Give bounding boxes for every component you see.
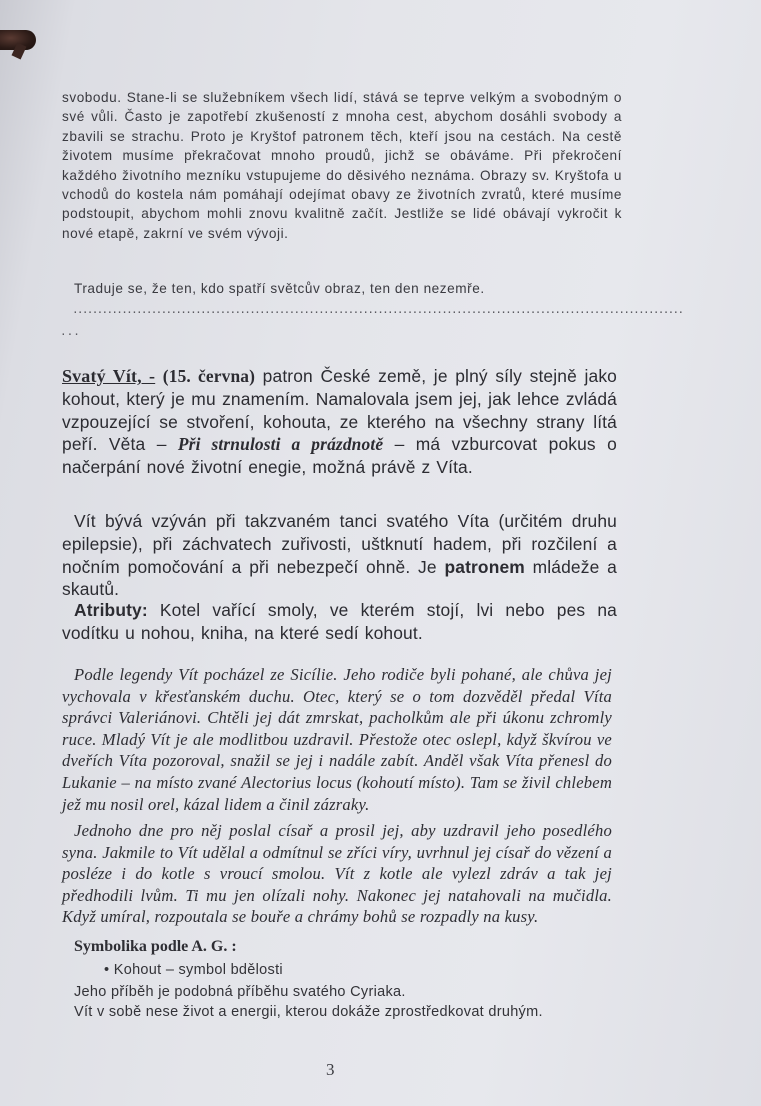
legend-paragraph-1: Podle legendy Vít pocházel ze Sicílie. Jeho rodiče byli pohané, ale chůva jej vychovala v křesťanském duchu. Otec, který se o tom dozvěděl předal Víta správci Valeriánovi. Chtěli jej dát zmrskat, pacholkům ale při úkonu zchromly ruce. Mladý Vít je ale modlitbou uzdravil. Přestože otec oslepl, když škvírou ve dveřích Víta pozoroval, snažil se jej i nadále zabít. Anděl však Víta přenesl do Lukanie – na místo zvané Alectorius locus (kohoutí místo). Tam se živil chlebem jež mu nosil orel, kázal lidem a činil zázraky. [62,665,612,814]
top-paragraph-line: vstupujeme do děsivého neznáma. Obrazy sv. Kryštofa u vchodů do kostela [62,167,622,203]
top-paragraph-line: nám pomáhají odejímat obavy ze životních zvratů, které musíme [189,187,623,203]
attributes-paragraph [62,599,617,645]
top-paragraph [62,88,622,243]
top-paragraph-line: proudů, jichž se obáváme. Při překročení každého životního mezníku [62,148,622,183]
top-paragraph-line: podstoupit, abychom mohli znovu kvalitně začít. Jestliže se lidé obávají [62,206,551,222]
vit-invocation-end: mládeže a skautů. [62,556,617,600]
vit-intro-paragraph [62,365,617,479]
feast-date: (15. června) [162,366,256,386]
vit-intro-text: patron České země, je plný síly stejně jako kohout, který je mu znamením. Namalovala jsem jej, jak lehce zvládá vzpouzející se stvoření, kohouta, ze kterého na všechny strany lítá peří. Věta – [62,366,617,455]
attributes-text: Kotel vařící smoly, ve kterém stojí, lvi nebo pes na vodítku u nohou, kniha, na které sedí kohout. [62,600,617,643]
vit-intro-phrase: Při strnulosti a prázdnotě [177,434,384,455]
attributes-label: Atributy: [74,600,148,620]
patron-word: patronem [444,556,525,577]
top-paragraph-line: svobodu. Stane-li se služebníkem všech lidí, stává se teprve velkým a [62,90,530,105]
top-paragraph-line: vykročit k nové etapě, zakrní ve svém vývoji. [62,206,622,241]
symbolism-list-item [104,962,664,978]
symbolism-title: Symbolika podle A. G. : [74,938,237,955]
vit-invocation-text: Vít bývá vzýván při takzvaném tanci svatého Víta (určitém druhu epilepsie), při záchvatech zuřivosti, uštknutí hadem, při rozčilení a nočním pomočování a při nebezpečí ohně. Je [62,511,617,577]
bullet-icon: • [104,962,110,978]
dotted-separator: ............................................................................................................................ [72,303,683,316]
saint-name-heading: Svatý Vít, - [62,366,156,386]
top-paragraph-line: abychom dosáhli svobody a zbavili se strachu. Proto je Kryštof patronem [62,109,623,144]
legend-paragraph-2: Jednoho dne pro něj poslal císař a prosil jej, aby uzdravil jeho posedlého syna. Jakmile to Vít udělal a odmítnul se zříci víry, uvrhnul jej císař do vězení a posléze i do kotle s vroucí smolou. Vít z kotle ale vylezl zdráv a tak jej předhodili lvům. Ti mu jen olízali nohy. Nakonec jej natahovali na mučidla. Když umíral, rozpoutala se bouře a chrámy bohů se rozpadly na kusy. [62,821,612,927]
symbolism-item-text: Kohout – symbol bdělosti [113,962,283,978]
dotted-separator-short: ... [60,325,80,338]
vit-invocation-paragraph [62,510,617,601]
page-number: 3 [326,1060,335,1079]
top-paragraph-line: těch, kteří jsou na cestách. Na cestě životem musíme překračovat mnoho [62,128,622,164]
symbolism-line: Jeho příběh je podobná příběhu svatého Cyriaka. [74,984,406,1000]
tradition-line: Traduje se, že ten, kdo spatří světcův obraz, ten den nezemře. [74,281,485,296]
symbolism-line: Vít v sobě nese život a energii, kterou dokáže zprostředkovat druhým. [74,1004,543,1020]
vit-intro-end: – má vzburcovat pokus o načerpání nové životní enegie, možná právě z Víta. [62,434,617,478]
top-paragraph-line: svobodným o své vůli. Často je zapotřebí zkušeností z mnoha cest, [62,90,622,125]
